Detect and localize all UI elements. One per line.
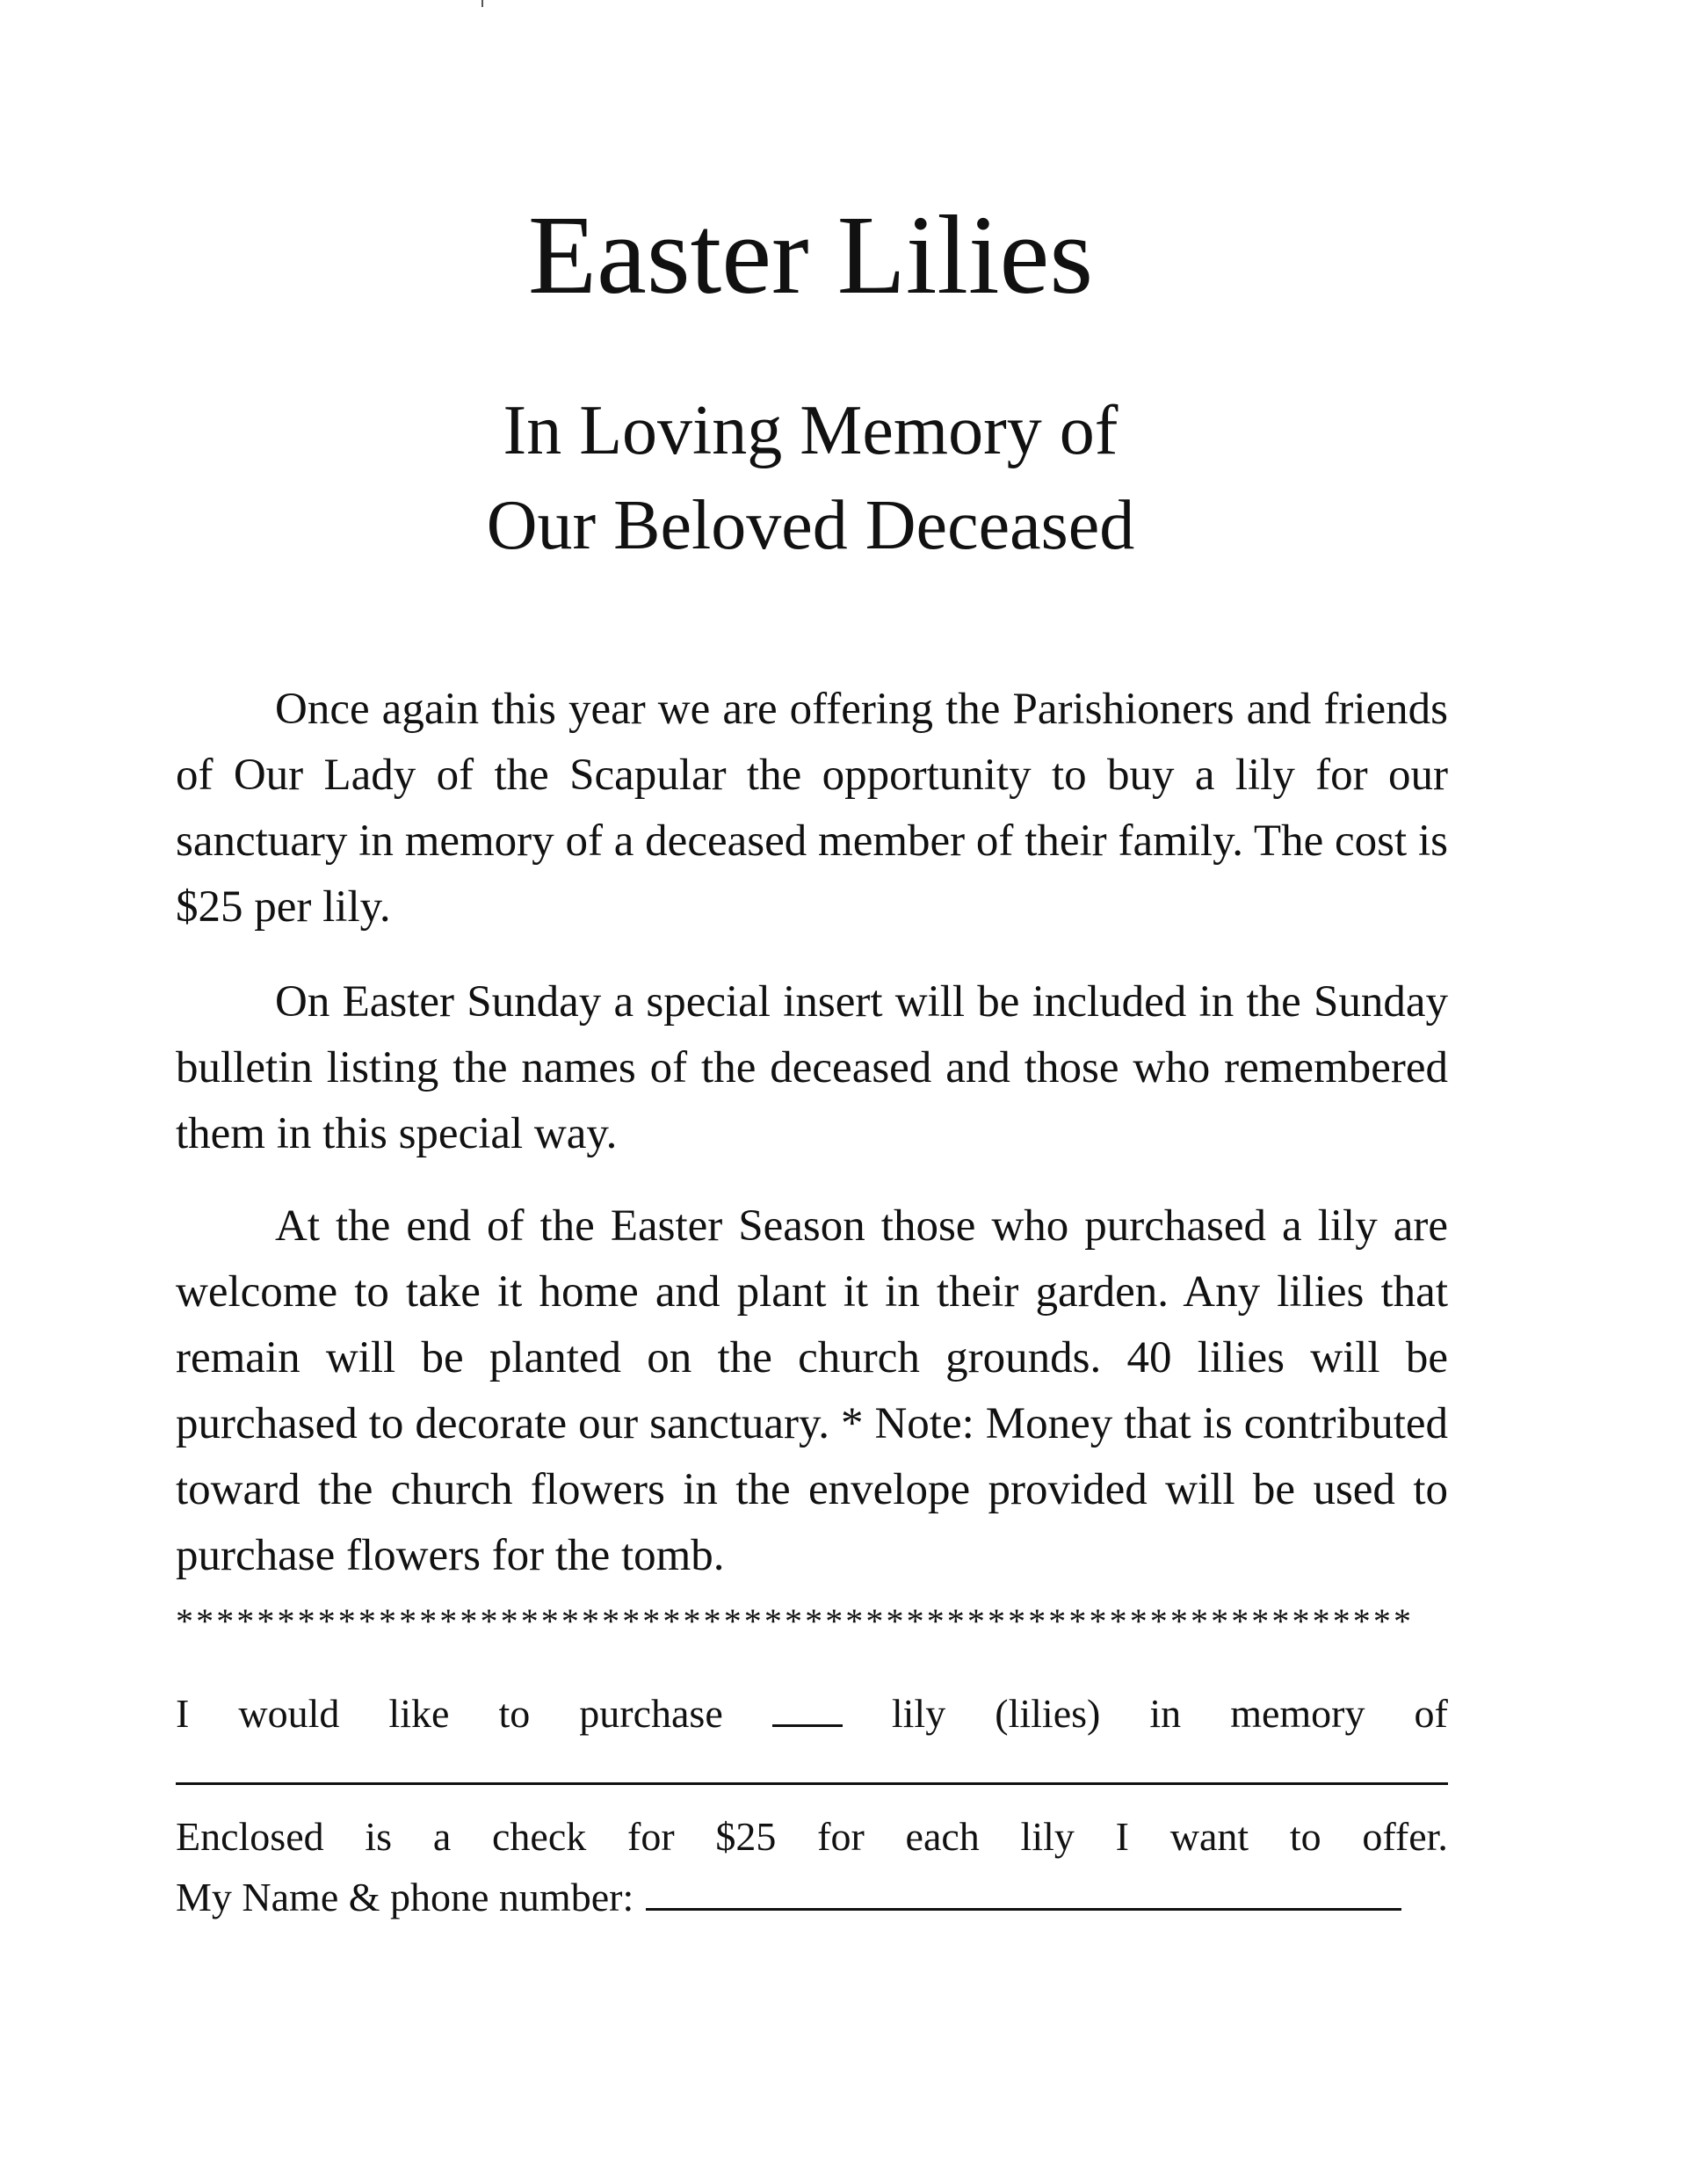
form-word: a: [432, 1814, 452, 1859]
form-word: want: [1169, 1814, 1249, 1859]
form-word: for: [817, 1814, 865, 1859]
name-phone-line: [176, 1869, 1448, 1924]
form-word: to: [1289, 1814, 1321, 1859]
memory-name-blank[interactable]: [176, 1782, 1448, 1785]
form-word: like: [388, 1691, 450, 1736]
form-word: $25: [715, 1814, 777, 1859]
form-word: memory: [1230, 1691, 1365, 1736]
paragraph-offer: Once again this year we are offering the Parishioners and friends of Our Lady of the Scapular the opportunity to buy a lily for our sanctuary in memory of a deceased member of their family. The cost is $25 per lily.: [176, 685, 1448, 932]
form-word: purchase: [579, 1691, 723, 1736]
form-word: of: [1414, 1691, 1448, 1736]
form-word: I: [176, 1691, 190, 1736]
check-line: [176, 1810, 1448, 1863]
purchase-line: [176, 1687, 1448, 1740]
form-word: each: [905, 1814, 980, 1859]
scan-mark: [481, 0, 483, 7]
form-word: lily: [1020, 1814, 1075, 1859]
paragraph-season: At the end of the Easter Season those who purchased a lily are welcome to take it home and plant it in their garden. Any lilies that remain will be planted on the church grounds. 40 lilies will be purchased to decorate our sanctuary. * Note: Money that is contributed toward the church flowers in the envelope provided will be used to purchase flowers for the tomb.: [176, 1201, 1448, 1580]
subtitle-line-2: Our Beloved Deceased: [486, 487, 1135, 564]
form-word: in: [1149, 1691, 1182, 1736]
quantity-blank[interactable]: [772, 1689, 843, 1727]
form-word: check: [491, 1814, 587, 1859]
form-word: lily: [891, 1691, 946, 1736]
form-word: to: [498, 1691, 531, 1736]
name-phone-label: My Name & phone number:: [176, 1875, 634, 1919]
form-word: is: [365, 1814, 393, 1859]
page-title: Easter Lilies: [527, 192, 1094, 317]
form-word: I: [1115, 1814, 1129, 1859]
form-word: offer.: [1362, 1814, 1448, 1859]
cut-line-separator: *************************************************************: [176, 1601, 1415, 1641]
form-word: for: [627, 1814, 675, 1859]
subtitle-line-1: In Loving Memory of: [503, 392, 1119, 469]
form-word: (lilies): [995, 1691, 1101, 1736]
form-word: Enclosed: [176, 1814, 324, 1859]
name-phone-blank[interactable]: [646, 1869, 1401, 1911]
form-word: would: [238, 1691, 340, 1736]
paragraph-bulletin: On Easter Sunday a special insert will be included in the Sunday bulletin listing the names of the deceased and those who remembered them in this special way.: [176, 977, 1448, 1158]
